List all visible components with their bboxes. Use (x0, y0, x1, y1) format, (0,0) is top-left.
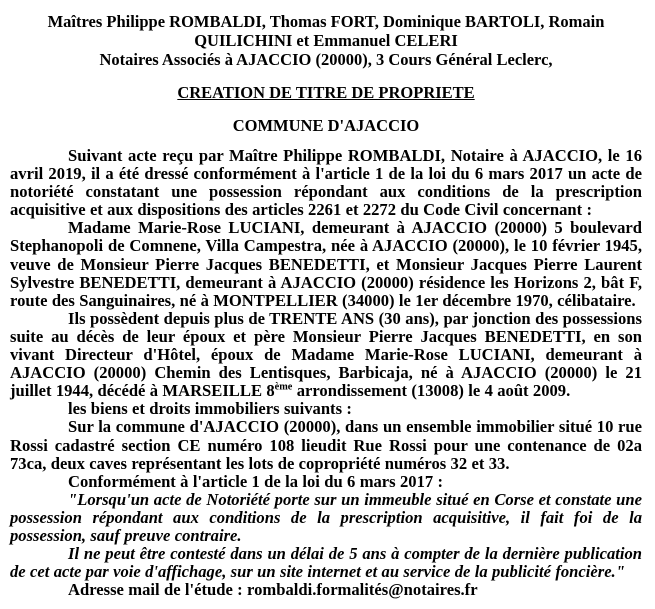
document-body (10, 147, 642, 599)
commune-subtitle: COMMUNE D'AJACCIO (232, 116, 420, 135)
possession-text-after-superscript: arrondissement (13008) le 4 août 2009. (292, 381, 571, 401)
document-title-text: CREATION DE TITRE DE PROPRIETE (177, 83, 475, 102)
notary-names-line-2: QUILICHINI et Emmanuel CELERI (194, 31, 458, 50)
notary-names-line-1: Maîtres Philippe ROMBALDI, Thomas FORT, Dominique BARTOLI, Romain (47, 12, 605, 31)
paragraph-adresse-mail: Adresse mail de l'étude : rombaldi.formalités@notaires.fr (68, 580, 478, 600)
paragraph-designation-bien: Sur la commune d'AJACCIO (20000), dans un ensemble immobilier situé 10 rue Rossi cadastré section CE numéro 108 lieudit Rue Rossi pour une contenance de 02a 73ca, deux caves représentant les lots de copropriété numéros 32 et 33. (10, 417, 642, 473)
paragraph-identites-possesseurs: Madame Marie-Rose LUCIANI, demeurant à AJACCIO (20000) 5 boulevard Stephanopoli de Comnene, Villa Campestra, née à AJACCIO (20000), le 10 février 1945, veuve de Monsieur Pierre Jacques BENEDETTI, et Monsieur Jacques Pierre Laurent Sylvestre BENEDETTI, demeurant à AJACCIO (20000) résidence les Horizons 2, bât F, route des Sanguinaires, né à MONTPELLIER (34000) le 1er décembre 1970, célibataire. (10, 218, 642, 310)
notary-office-address-line: Notaires Associés à AJACCIO (20000), 3 Cours Général Leclerc, (99, 50, 553, 69)
paragraph-citation-loi-2: Il ne peut être contesté dans un délai de 5 ans à compter de la dernière publication de cet acte par voie d'affichage, sur un site internet et au service de la publicité foncière." (10, 544, 642, 582)
superscript-eme: ème (274, 381, 293, 393)
possession-text-before-superscript: Ils possèdent depuis plus de TRENTE ANS (30 ans), par jonction des possessions suite au décès de leur époux et père Monsieur Pierre Jacques BENEDETTI, en son vivant Directeur d'Hôtel, époux de Madame Marie-Rose LUCIANI, demeurant à AJACCIO (20000) Chemin des Lentisques, Barbicaja, né à AJACCIO (20000) le 21 juillet 1944, décédé à MARSEILLE 8 (10, 308, 642, 401)
paragraph-possession-trentenaire (10, 310, 642, 400)
paragraph-biens-et-droits: les biens et droits immobiliers suivants : (68, 399, 352, 419)
paragraph-acte-recu: Suivant acte reçu par Maître Philippe ROMBALDI, Notaire à AJACCIO, le 16 avril 2019, il a été dressé conformément à l'article 1 de la loi du 6 mars 2017 un acte de notoriété constatant une possession répondant aux conditions de la prescription acquisitive et aux dispositions des articles 2261 et 2272 du Code Civil concernant : (10, 146, 642, 220)
paragraph-conformement-loi: Conformément à l'article 1 de la loi du 6 mars 2017 : (68, 471, 444, 491)
paragraph-citation-loi-1: "Lorsqu'un acte de Notoriété porte sur un immeuble situé en Corse et constate une possession répondant aux conditions de la prescription acquisitive, il fait foi de la possession, sauf preuve contraire. (10, 489, 642, 545)
document-title (10, 83, 642, 102)
